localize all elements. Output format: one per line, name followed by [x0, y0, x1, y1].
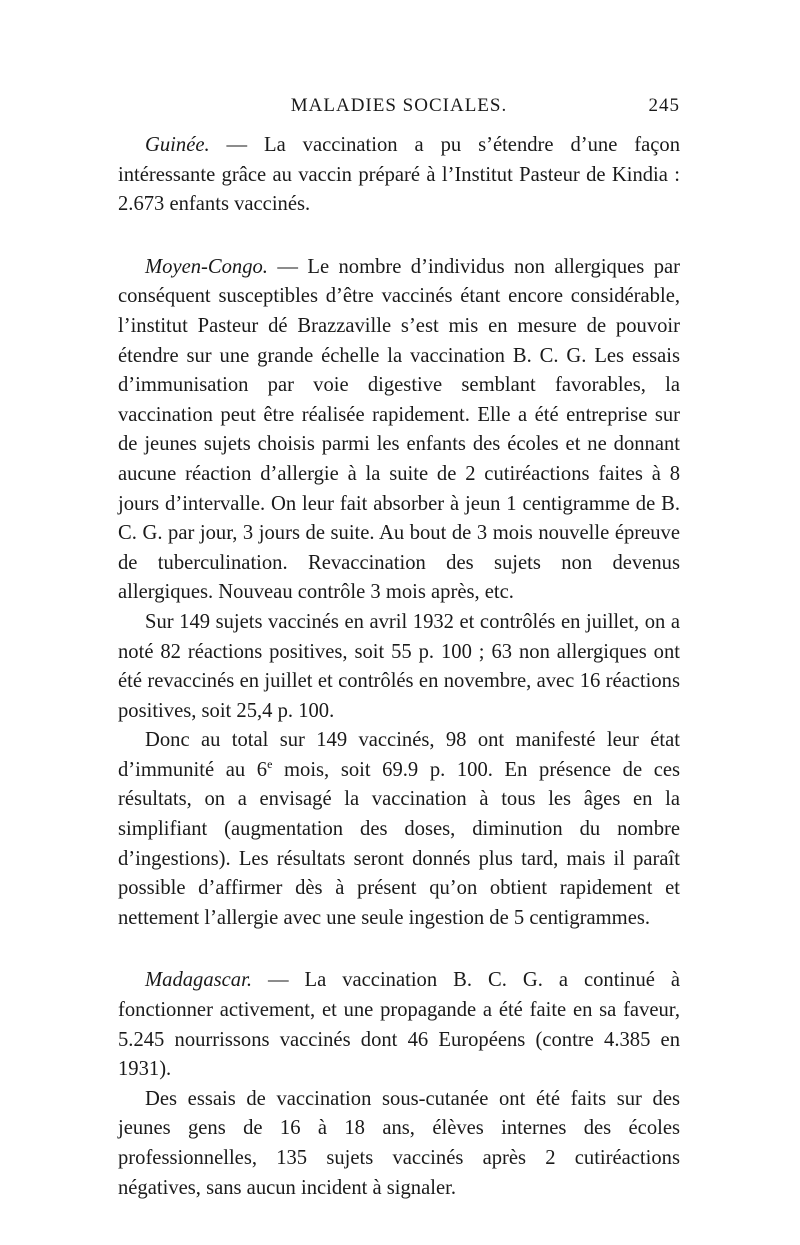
madagascar-text: — La vaccination B. C. G. a continué à fonctionner activement, et une propagande a été faite en sa faveur, 5.245 nourrissons vaccinés dont 46 Européens (contre 4.385 en 1931). [118, 969, 680, 1081]
place-name-guinee: Guinée. [145, 134, 210, 156]
moyen-congo-results-paragraph: Sur 149 sujets vaccinés en avril 1932 et contrôlés en juillet, on a noté 82 réactions positives, soit 55 p. 100 ; 63 non allergiques ont été revaccinés en juillet et contrôlés en novembre, avec 16 réactions positives, soit 25,4 p. 100. [118, 610, 680, 722]
place-name-madagascar: Madagascar. [145, 969, 252, 992]
summary-text-end: mois, soit 69.9 p. 100. En présence de ces résultats, on a envisagé la vaccination à tous les âges en la simplifiant (augmentation des doses, diminution du nombre d’ingestions). Les résultats seront donnés plus tard, mais il paraît possible d’affirmer dès à présent qu’on obtient rapidement et nettement l’allergie avec une seule ingestion de 5 centigrammes. [118, 758, 681, 929]
moyen-congo-text: — Le nombre d’individus non allergiques par conséquent susceptibles d’être vaccinés étant encore considérable, l’institut Pasteur dé Brazzaville s’est mis en mesure de pouvoir étendre sur une grande échelle la vaccination B. C. G. Les essais d’immunisation par voie digestive semblant favorables, la vaccination peut être réalisée rapidement. Elle a été entreprise sur de jeunes sujets choisis parmi les enfants des écoles et ne donnant aucune réaction d’allergie à la suite de 2 cutiréactions faites à 8 jours d’intervalle. On leur fait absorber à jeun 1 centigramme de B. C. G. par jour, 3 jours de suite. Au bout de 3 mois nouvelle épreuve de tuberculination. Revaccination des sujets non devenus allergiques. Nouveau contrôle 3 mois après, etc. [118, 255, 680, 604]
section-guinee-paragraph [118, 131, 680, 220]
running-header [118, 95, 680, 131]
section-moyen-congo-paragraph [118, 253, 680, 608]
guinee-text: — La vaccination a pu s’étendre d’une façon intéressante grâce au vaccin préparé à l’Institut Pasteur de Kindia : 2.673 enfants vaccinés. [118, 134, 680, 216]
madagascar-subcutaneous-paragraph: Des essais de vaccination sous-cutanée ont été faits sur des jeunes gens de 16 à 18 ans, élèves internes des écoles professionnelles, 135 sujets vaccinés après 2 cutiréactions négatives, sans aucun incident à signaler. [118, 1087, 680, 1199]
superscript-e: e [267, 757, 273, 772]
section-madagascar-paragraph [118, 966, 680, 1084]
moyen-congo-summary-paragraph [118, 726, 680, 933]
summary-text-start: Donc au total sur 149 vaccinés, 98 ont manifesté leur état d’immunité au 6 [118, 729, 680, 781]
running-title: MALADIES SOCIALES. [290, 95, 508, 116]
page-number: 245 [648, 95, 680, 116]
place-name-moyen-congo: Moyen-Congo. [145, 255, 268, 278]
